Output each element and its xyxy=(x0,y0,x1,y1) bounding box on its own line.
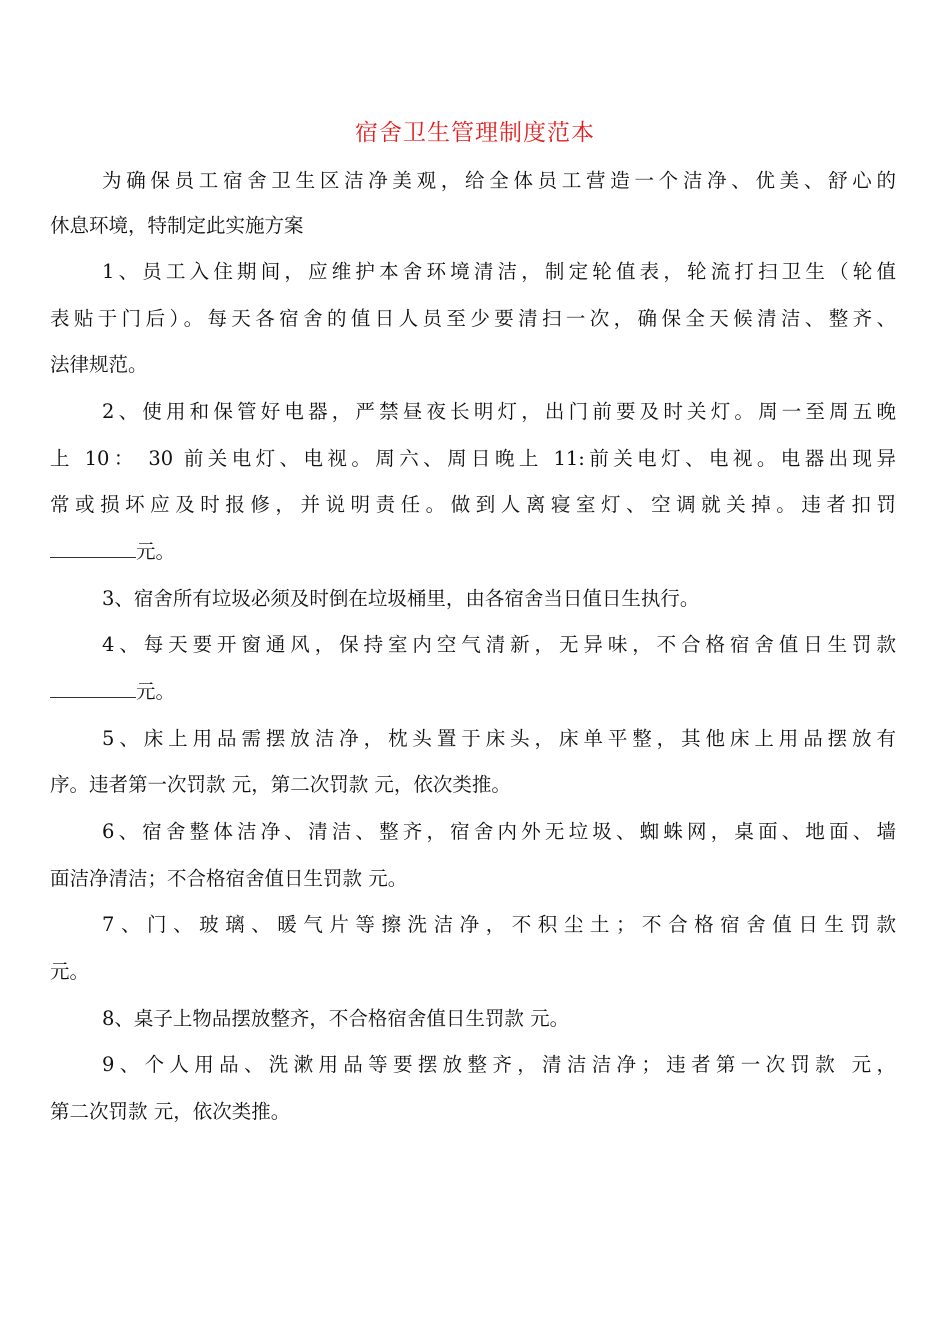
item-4-line-1: 4、每天要开窗通风，保持室内空气清新，无异味，不合格宿舍值日生罚款 xyxy=(102,633,896,656)
item-2-line-1: 2、使用和保管好电器，严禁昼夜长明灯，出门前要及时关灯。周一至周五晚 xyxy=(102,400,896,423)
intro-line-1: 为确保员工宿舍卫生区洁净美观，给全体员工营造一个洁净、优美、舒心的 xyxy=(102,169,896,192)
item-5-line-2: 序。违者第一次罚款 元，第二次罚款 元，依次类推。 xyxy=(50,773,511,796)
item-2-line-3: 常或损坏应及时报修，并说明责任。做到人离寝室灯、空调就关掉。违者扣罚 xyxy=(50,493,896,516)
item-7-line-2: 元。 xyxy=(50,960,90,983)
document-title: 宿舍卫生管理制度范本 xyxy=(355,120,595,146)
item-2-line-4 xyxy=(50,537,175,567)
item-4-line-2-text: 元。 xyxy=(136,680,176,703)
item-9-line-2: 第二次罚款 元，依次类推。 xyxy=(50,1100,291,1123)
item-2-line-2: 上 10： 30 前关电灯、电视。周六、周日晚上 11:前关电灯、电视。电器出现异 xyxy=(50,447,896,470)
item-4-line-2 xyxy=(50,677,175,707)
fine-amount-blank xyxy=(50,537,136,558)
item-8-line-1: 8、桌子上物品摆放整齐，不合格宿舍值日生罚款 元。 xyxy=(102,1007,570,1030)
item-1-line-3: 法律规范。 xyxy=(50,353,148,376)
item-6-line-2: 面洁净清洁；不合格宿舍值日生罚款 元。 xyxy=(50,867,408,890)
item-9-line-1: 9、个人用品、洗漱用品等要摆放整齐，清洁洁净；违者第一次罚款 元， xyxy=(102,1053,896,1076)
item-2-line-4-text: 元。 xyxy=(136,540,176,563)
item-1-line-2: 表贴于门后）。每天各宿舍的值日人员至少要清扫一次，确保全天候清洁、整齐、 xyxy=(50,307,896,330)
fine-amount-blank xyxy=(50,677,136,698)
item-3-line-1: 3、宿舍所有垃圾必须及时倒在垃圾桶里，由各宿舍当日值日生执行。 xyxy=(102,587,700,610)
item-1-line-1: 1、员工入住期间，应维护本舍环境清洁，制定轮值表，轮流打扫卫生（轮值 xyxy=(102,260,896,283)
item-5-line-1: 5、床上用品需摆放洁净，枕头置于床头，床单平整，其他床上用品摆放有 xyxy=(102,727,896,750)
intro-line-2: 休息环境，特制定此实施方案 xyxy=(50,214,304,237)
item-6-line-1: 6、宿舍整体洁净、清洁、整齐，宿舍内外无垃圾、蜘蛛网，桌面、地面、墙 xyxy=(102,820,896,843)
item-7-line-1: 7、门、玻璃、暖气片等擦洗洁净，不积尘土；不合格宿舍值日生罚款 xyxy=(102,913,896,936)
